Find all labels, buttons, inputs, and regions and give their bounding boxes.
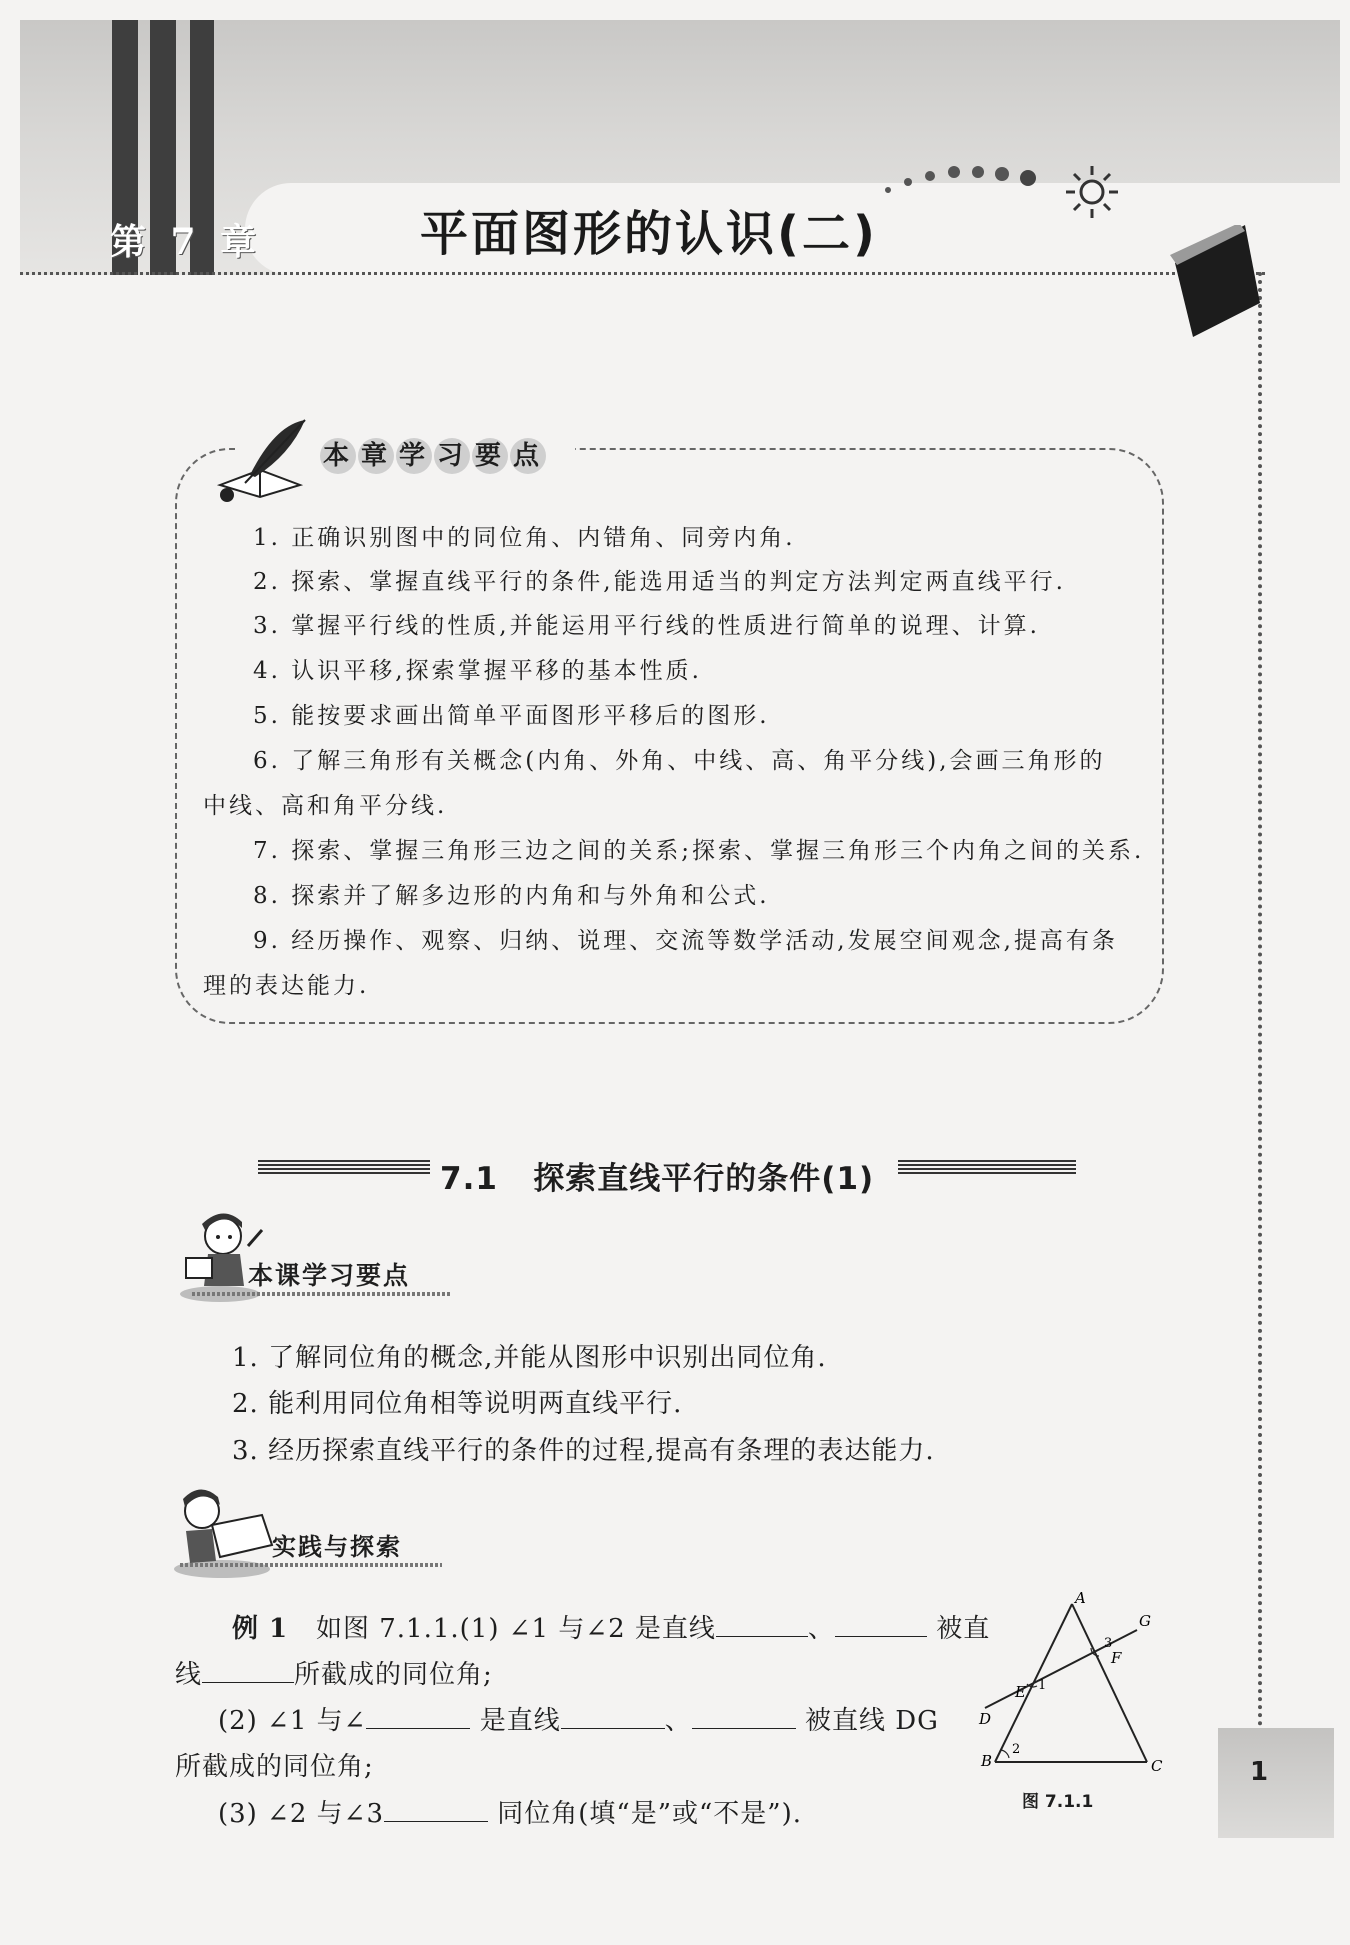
right-margin-divider <box>1258 272 1262 1727</box>
lesson-point-2: 2. 能利用同位角相等说明两直线平行. <box>232 1389 683 1419</box>
chapter-point-7: 7. 探索、掌握三角形三边之间的关系;探索、掌握三角形三个内角之间的关系. <box>253 838 1145 864</box>
chapter-point-9-cont: 理的表达能力. <box>203 973 370 999</box>
chapter-point-8: 8. 探索并了解多边形的内角和与外角和公式. <box>253 883 770 909</box>
lesson-points-title: 本课学习要点 <box>248 1261 411 1290</box>
chapter-point-6-cont: 中线、高和角平分线. <box>203 793 448 819</box>
practice-title: 实践与探索 <box>272 1533 402 1561</box>
sun-decoration-icon <box>880 150 1130 230</box>
example-text: (3) ∠2 与∠3 <box>218 1799 385 1829</box>
lesson-point-1: 1. 了解同位角的概念,并能从图形中识别出同位角. <box>232 1343 827 1373</box>
section-number: 7.1 <box>440 1161 498 1197</box>
answer-blank[interactable] <box>202 1660 294 1683</box>
example-line-4: 所截成的同位角; <box>175 1752 374 1782</box>
example-text: 是直线 <box>479 1706 561 1736</box>
title-char: 要 <box>472 438 508 474</box>
answer-blank[interactable] <box>716 1614 808 1637</box>
example-label: 例 1 <box>232 1614 289 1644</box>
point-label-c: C <box>1151 1757 1163 1775</box>
header-divider <box>20 272 1265 275</box>
chapter-point-5: 5. 能按要求画出简单平面图形平移后的图形. <box>253 703 770 729</box>
quill-book-icon <box>205 415 315 505</box>
answer-blank[interactable] <box>366 1706 470 1729</box>
section-rule-left <box>258 1160 430 1176</box>
chapter-point-2: 2. 探索、掌握直线平行的条件,能选用适当的判定方法判定两直线平行. <box>253 569 1066 595</box>
example-text: 被直线 DG <box>805 1706 939 1736</box>
answer-blank[interactable] <box>561 1706 665 1729</box>
point-label-d: D <box>979 1710 992 1728</box>
chapter-label: 第 7 章 <box>110 221 263 263</box>
lesson-point-3: 3. 经历探索直线平行的条件的过程,提高有条理的表达能力. <box>232 1436 935 1466</box>
example-text: 被直 <box>936 1614 991 1644</box>
example-line-3 <box>218 1700 939 1737</box>
point-label-b: B <box>981 1752 993 1770</box>
answer-blank[interactable] <box>692 1706 796 1729</box>
chapter-point-6: 6. 了解三角形有关概念(内角、外角、中线、高、角平分线),会画三角形的 <box>253 748 1106 774</box>
point-label-a: A <box>1075 1590 1086 1607</box>
section-rule-right <box>898 1160 1076 1176</box>
figure-7-1-1 <box>975 1590 1175 1785</box>
section-heading <box>440 1153 874 1198</box>
example-line-1 <box>232 1608 990 1645</box>
chapter-point-3: 3. 掌握平行线的性质,并能运用平行线的性质进行简单的说理、计算. <box>253 613 1040 639</box>
answer-blank[interactable] <box>835 1614 927 1637</box>
example-text: 如图 7.1.1.(1) ∠1 与∠2 是直线 <box>315 1614 716 1644</box>
angle-label-1: 1 <box>1038 1678 1047 1693</box>
example-text: 线 <box>175 1660 203 1690</box>
title-char: 学 <box>396 438 432 474</box>
example-text: 所截成的同位角; <box>294 1660 493 1690</box>
example-text: 、 <box>807 1614 835 1644</box>
lesson-points-underline <box>192 1292 450 1296</box>
chapter-point-9: 9. 经历操作、观察、归纳、说理、交流等数学活动,发展空间观念,提高有条 <box>253 928 1118 954</box>
point-label-e: E <box>1015 1683 1026 1701</box>
example-text: 同位角(填“是”或“不是”). <box>497 1799 803 1829</box>
angle-label-2: 2 <box>1012 1742 1021 1757</box>
figure-caption: 图 7.1.1 <box>1022 1792 1094 1812</box>
practice-underline <box>180 1563 442 1567</box>
chapter-title: 平面图形的认识(二) <box>420 206 878 262</box>
page-number: 1 <box>1250 1757 1269 1787</box>
corner-bookmark-icon <box>1165 225 1275 340</box>
example-text: 、 <box>664 1706 692 1736</box>
title-char: 章 <box>358 438 394 474</box>
chapter-points-title <box>320 438 548 474</box>
section-title: 探索直线平行的条件(1) <box>533 1161 875 1197</box>
example-line-5 <box>218 1793 802 1830</box>
title-char: 点 <box>510 438 546 474</box>
chapter-point-4: 4. 认识平移,探索掌握平移的基本性质. <box>253 658 702 684</box>
title-char: 习 <box>434 438 470 474</box>
answer-blank[interactable] <box>384 1799 488 1822</box>
angle-label-3: 3 <box>1104 1636 1113 1651</box>
example-text: (2) ∠1 与∠ <box>218 1706 367 1736</box>
page-number-tab <box>1218 1728 1334 1838</box>
example-line-2 <box>175 1654 493 1691</box>
title-char: 本 <box>320 438 356 474</box>
point-label-f: F <box>1111 1649 1122 1667</box>
point-label-g: G <box>1139 1612 1151 1630</box>
chapter-point-1: 1. 正确识别图中的同位角、内错角、同旁内角. <box>253 525 796 551</box>
